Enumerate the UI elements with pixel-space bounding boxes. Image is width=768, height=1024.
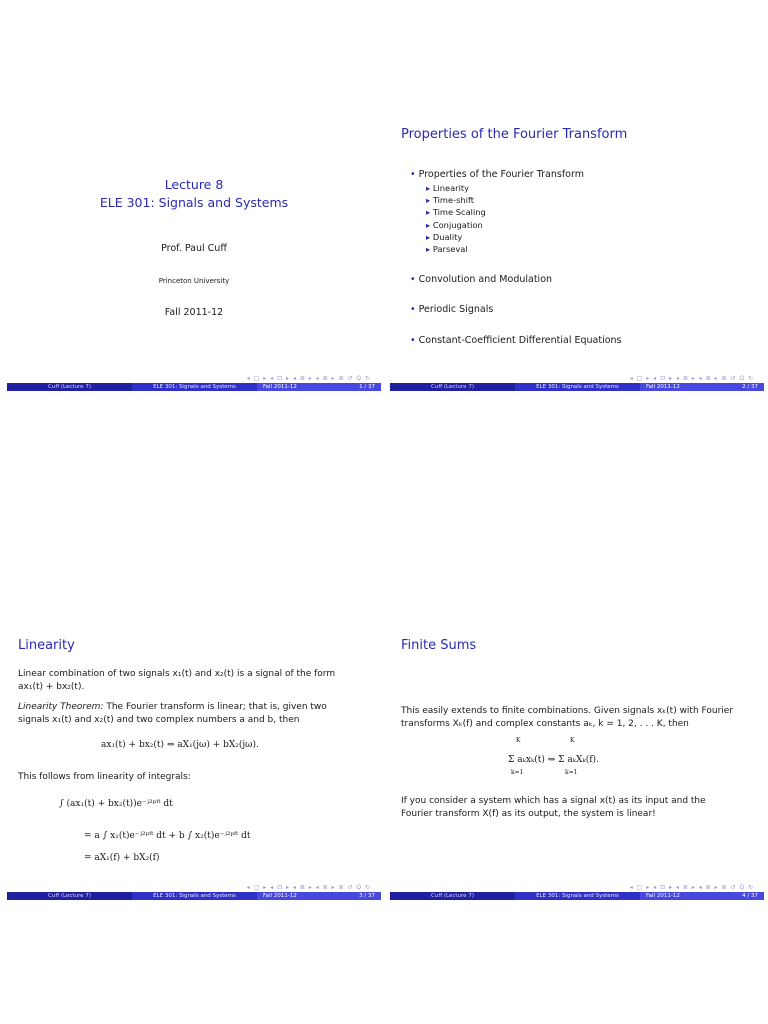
page-number: 1 / 37 bbox=[359, 384, 375, 390]
paragraph-line: Fourier transform X(f) as its output, the system is linear! bbox=[401, 809, 656, 819]
footer-bar bbox=[7, 383, 381, 391]
sub-bullet-item: ▸ Duality bbox=[426, 231, 463, 242]
bullet-dot-icon: • bbox=[410, 169, 416, 180]
paragraph-line: If you consider a system which has a signal x(t) as its input and the bbox=[401, 796, 706, 806]
sum-lower-limit: k=1 bbox=[511, 769, 524, 776]
bullet-dot-icon: • bbox=[410, 335, 416, 346]
slide-1 bbox=[7, 115, 381, 395]
footer-term-page bbox=[257, 383, 381, 391]
bullet-item: • Constant-Coefficient Differential Equations bbox=[410, 335, 622, 346]
triangle-bullet-icon: ▸ bbox=[426, 219, 431, 230]
triangle-bullet-icon: ▸ bbox=[426, 207, 431, 218]
course-title: ELE 301: Signals and Systems bbox=[99, 195, 289, 210]
sub-bullet-item: ▸ Parseval bbox=[426, 244, 468, 255]
paragraph-line: ax₁(t) + bx₂(t). bbox=[18, 682, 85, 692]
paragraph-line: Linear combination of two signals x₁(t) and x₂(t) is a signal of the form bbox=[18, 669, 336, 679]
triangle-bullet-icon: ▸ bbox=[426, 231, 431, 242]
footer-course: ELE 301: Signals and Systems bbox=[515, 383, 640, 391]
slide-title: Linearity bbox=[18, 638, 75, 653]
theorem-line: signals x₁(t) and x₂(t) and two complex numbers a and b, then bbox=[18, 715, 300, 725]
sum-lower-limit: k=1 bbox=[565, 769, 578, 776]
page-number: 2 / 37 bbox=[742, 384, 758, 390]
footer-term: Fall 2011-12 bbox=[263, 893, 297, 899]
footer-author: Cuff (Lecture 7) bbox=[7, 383, 132, 391]
bullet-item: • Periodic Signals bbox=[410, 304, 494, 315]
triangle-bullet-icon: ▸ bbox=[426, 183, 431, 193]
slide-3 bbox=[7, 624, 381, 904]
equation-integral-split: = a ∫ x₁(t)e⁻ʲ²ᵖᶠᵗ dt + b ∫ x₂(t)e⁻ʲ²ᵖᶠᵗ dt bbox=[84, 831, 251, 841]
footer-term: Fall 2011-12 bbox=[646, 893, 680, 899]
equation-linearity: ax₁(t) + bx₂(t) ⇔ aX₁(jω) + bX₂(jω). bbox=[101, 740, 259, 750]
footer-course: ELE 301: Signals and Systems bbox=[132, 892, 257, 900]
sub-bullet-list bbox=[426, 182, 486, 255]
sub-bullet-item: ▸ Linearity bbox=[426, 183, 470, 193]
sum-upper-limit: K bbox=[516, 737, 521, 744]
footer-bar bbox=[390, 892, 764, 900]
footer-author: Cuff (Lecture 7) bbox=[390, 892, 515, 900]
theorem-line: Linearity Theorem: The Fourier transform is linear; that is, given two bbox=[18, 702, 327, 712]
page-number: 3 / 37 bbox=[359, 893, 375, 899]
footer-bar bbox=[7, 892, 381, 900]
slide-title: Properties of the Fourier Transform bbox=[401, 127, 628, 142]
slide-2 bbox=[390, 115, 764, 395]
footer-author: Cuff (Lecture 7) bbox=[7, 892, 132, 900]
footer-term: Fall 2011-12 bbox=[263, 384, 297, 390]
bullet-dot-icon: • bbox=[410, 274, 416, 285]
sum-upper-limit: K bbox=[570, 737, 575, 744]
university-name: Princeton University bbox=[158, 277, 230, 285]
footer-bar bbox=[390, 383, 764, 391]
nav-controls[interactable]: ◂ □ ▸ ◂ ⊡ ▸ ◂ ≣ ▸ ◂ ≣ ▸ ≣ ↺ Q ↻ bbox=[629, 884, 754, 891]
triangle-bullet-icon: ▸ bbox=[426, 195, 431, 206]
paragraph-line: transforms Xₖ(f) and complex constants aₖ, k = 1, 2, . . . K, then bbox=[401, 719, 689, 729]
equation-finite-sum: Σ aₖxₖ(t) ⇔ Σ aₖXₖ(f). bbox=[508, 755, 599, 765]
footer-author: Cuff (Lecture 7) bbox=[390, 383, 515, 391]
professor-name: Prof. Paul Cuff bbox=[161, 243, 227, 254]
footer-term: Fall 2011-12 bbox=[646, 384, 680, 390]
slide-title: Finite Sums bbox=[401, 638, 477, 653]
theorem-label: Linearity Theorem: bbox=[18, 702, 104, 712]
paragraph-line: This easily extends to finite combinations. Given signals xₖ(t) with Fourier bbox=[401, 706, 734, 716]
footer-course: ELE 301: Signals and Systems bbox=[132, 383, 257, 391]
sub-bullet-item: ▸ Time-shift bbox=[426, 195, 475, 206]
nav-controls[interactable]: ◂ □ ▸ ◂ ⊡ ▸ ◂ ≣ ▸ ◂ ≣ ▸ ≣ ↺ Q ↻ bbox=[629, 375, 754, 382]
lecture-number: Lecture 8 bbox=[164, 177, 224, 192]
footer-term-page bbox=[640, 383, 764, 391]
footer-term-page bbox=[640, 892, 764, 900]
page-number: 4 / 37 bbox=[742, 893, 758, 899]
paragraph-line: This follows from linearity of integrals: bbox=[18, 772, 191, 782]
nav-controls[interactable]: ◂ □ ▸ ◂ ⊡ ▸ ◂ ≣ ▸ ◂ ≣ ▸ ≣ ↺ Q ↻ bbox=[246, 375, 371, 382]
bullet-item: • Convolution and Modulation bbox=[410, 274, 553, 285]
triangle-bullet-icon: ▸ bbox=[426, 244, 431, 255]
footer-course: ELE 301: Signals and Systems bbox=[515, 892, 640, 900]
equation-integral: ∫ (ax₁(t) + bx₂(t))e⁻ʲ²ᵖᶠᵗ dt bbox=[59, 799, 173, 809]
equation-result: = aX₁(f) + bX₂(f) bbox=[84, 853, 160, 863]
sub-bullet-item: ▸ Conjugation bbox=[426, 219, 483, 230]
slide-4 bbox=[390, 624, 764, 904]
term-label: Fall 2011-12 bbox=[164, 307, 224, 318]
bullet-dot-icon: • bbox=[410, 304, 416, 315]
nav-controls[interactable]: ◂ □ ▸ ◂ ⊡ ▸ ◂ ≣ ▸ ◂ ≣ ▸ ≣ ↺ Q ↻ bbox=[246, 884, 371, 891]
sub-bullet-item: ▸ Time Scaling bbox=[426, 207, 486, 218]
bullet-item: • Properties of the Fourier Transform bbox=[410, 169, 584, 180]
footer-term-page bbox=[257, 892, 381, 900]
